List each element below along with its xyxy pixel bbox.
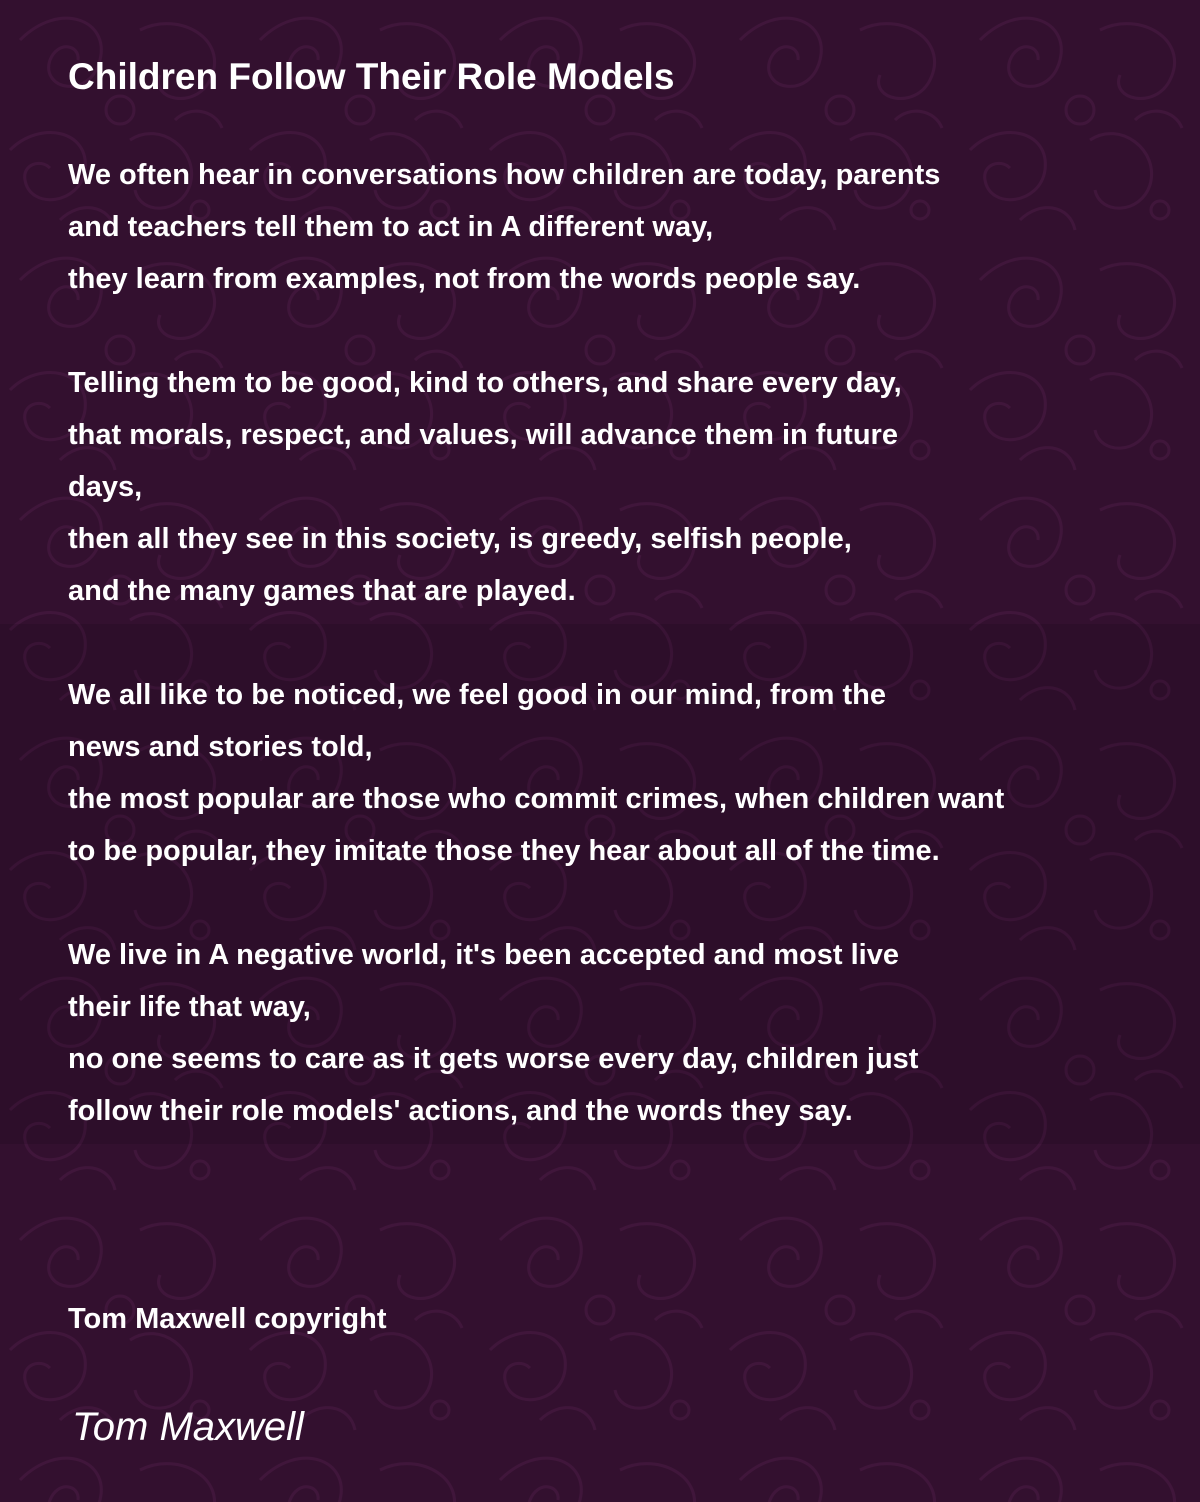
poem-line: that morals, respect, and values, will advance them in future xyxy=(68,419,898,451)
poem-line: Telling them to be good, kind to others, and share every day, xyxy=(68,367,902,399)
poem-line: follow their role models' actions, and the words they say. xyxy=(68,1095,853,1127)
poem-line: We all like to be noticed, we feel good in our mind, from the xyxy=(68,679,886,711)
stanza-2 xyxy=(68,357,1168,617)
poem-line: We live in A negative world, it's been accepted and most live xyxy=(68,939,899,971)
poem-line: then all they see in this society, is greedy, selfish people, xyxy=(68,523,852,555)
poem-line: We often hear in conversations how children are today, parents xyxy=(68,159,941,191)
stanza-1 xyxy=(68,149,1168,305)
poem-title: Children Follow Their Role Models xyxy=(68,56,675,97)
stanza-4 xyxy=(68,929,1168,1137)
copyright-note: Tom Maxwell copyright xyxy=(68,1303,387,1335)
poem-line: their life that way, xyxy=(68,991,311,1023)
poem-line: news and stories told, xyxy=(68,731,373,763)
poem-line: days, xyxy=(68,471,143,503)
poem-line: no one seems to care as it gets worse every day, children just xyxy=(68,1043,919,1075)
poem-line: the most popular are those who commit crimes, when children want xyxy=(68,783,1005,815)
poem-line: and teachers tell them to act in A different way, xyxy=(68,211,714,243)
stanza-3 xyxy=(68,669,1168,877)
poem-line: to be popular, they imitate those they hear about all of the time. xyxy=(68,835,940,867)
author-signature: Tom Maxwell xyxy=(72,1405,304,1449)
poem-body xyxy=(68,149,1168,1189)
poem-line: and the many games that are played. xyxy=(68,575,576,607)
poem-line: they learn from examples, not from the words people say. xyxy=(68,263,861,295)
